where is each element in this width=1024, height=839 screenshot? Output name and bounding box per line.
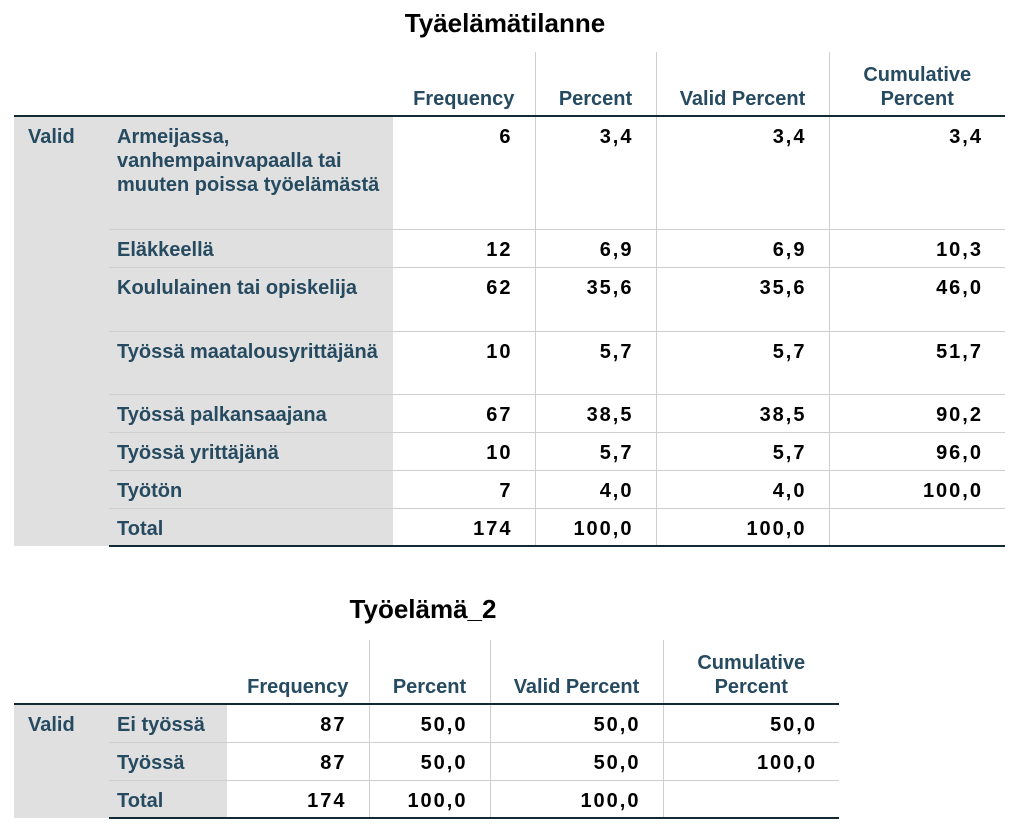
column-header-valid-percent: Valid Percent xyxy=(656,52,829,116)
cell-cumulative-percent: 10,3 xyxy=(829,229,1005,267)
cell-percent: 50,0 xyxy=(369,742,490,780)
cell-cumulative-percent: 50,0 xyxy=(663,704,839,742)
cell-valid-percent: 6,9 xyxy=(656,229,829,267)
row-label: Armeijassa, vanhempainvapaalla tai muuten poissa työelämästä xyxy=(109,116,393,229)
row-label: Työssä xyxy=(109,742,227,780)
cell-percent: 5,7 xyxy=(535,432,656,470)
cell-valid-percent: 100,0 xyxy=(490,780,663,818)
column-header-frequency: Frequency xyxy=(393,52,535,116)
cell-cumulative-percent xyxy=(829,508,1005,546)
table-title: Tyäelämätilanne xyxy=(404,8,606,38)
cell-percent: 38,5 xyxy=(535,394,656,432)
row-label-total: Total xyxy=(109,780,227,818)
cell-cumulative-percent: 51,7 xyxy=(829,331,1005,394)
cell-frequency: 62 xyxy=(393,267,535,331)
cell-valid-percent: 3,4 xyxy=(656,116,829,229)
cell-valid-percent: 100,0 xyxy=(656,508,829,546)
cell-valid-percent: 5,7 xyxy=(656,331,829,394)
frequency-table-tyoelama-2 xyxy=(14,640,839,819)
cell-valid-percent: 50,0 xyxy=(490,704,663,742)
cell-percent: 6,9 xyxy=(535,229,656,267)
cell-percent: 4,0 xyxy=(535,470,656,508)
cell-cumulative-percent: 46,0 xyxy=(829,267,1005,331)
cell-cumulative-percent: 96,0 xyxy=(829,432,1005,470)
cell-frequency: 10 xyxy=(393,432,535,470)
row-label: Työtön xyxy=(109,470,393,508)
frequency-table-tyaelamatilanne xyxy=(14,52,1005,547)
header-blank xyxy=(109,52,393,116)
cell-frequency: 87 xyxy=(227,704,369,742)
cell-cumulative-percent: 100,0 xyxy=(663,742,839,780)
row-label: Eläkkeellä xyxy=(109,229,393,267)
cell-frequency: 12 xyxy=(393,229,535,267)
column-header-percent: Percent xyxy=(369,640,490,704)
cell-cumulative-percent: 3,4 xyxy=(829,116,1005,229)
header-blank xyxy=(109,640,227,704)
cell-cumulative-percent xyxy=(663,780,839,818)
cell-frequency: 10 xyxy=(393,331,535,394)
table-title: Työelämä_2 xyxy=(349,594,497,624)
column-header-frequency: Frequency xyxy=(227,640,369,704)
cell-cumulative-percent: 90,2 xyxy=(829,394,1005,432)
header-blank xyxy=(14,640,109,704)
cell-frequency: 7 xyxy=(393,470,535,508)
column-header-percent: Percent xyxy=(535,52,656,116)
cell-valid-percent: 50,0 xyxy=(490,742,663,780)
column-header-cumulative-percent: Cumulative Percent xyxy=(829,52,1005,116)
row-label: Työssä yrittäjänä xyxy=(109,432,393,470)
row-group-label: Valid xyxy=(14,704,109,818)
cell-cumulative-percent: 100,0 xyxy=(829,470,1005,508)
cell-percent: 3,4 xyxy=(535,116,656,229)
column-header-valid-percent: Valid Percent xyxy=(490,640,663,704)
cell-frequency: 174 xyxy=(227,780,369,818)
row-label: Ei työssä xyxy=(109,704,227,742)
cell-percent: 5,7 xyxy=(535,331,656,394)
cell-percent: 100,0 xyxy=(369,780,490,818)
cell-percent: 50,0 xyxy=(369,704,490,742)
row-group-label: Valid xyxy=(14,116,109,546)
cell-frequency: 67 xyxy=(393,394,535,432)
cell-valid-percent: 35,6 xyxy=(656,267,829,331)
row-label: Koululainen tai opiskelija xyxy=(109,267,393,331)
cell-valid-percent: 4,0 xyxy=(656,470,829,508)
cell-valid-percent: 5,7 xyxy=(656,432,829,470)
cell-frequency: 174 xyxy=(393,508,535,546)
cell-frequency: 87 xyxy=(227,742,369,780)
row-label-total: Total xyxy=(109,508,393,546)
header-blank xyxy=(14,52,109,116)
cell-valid-percent: 38,5 xyxy=(656,394,829,432)
cell-frequency: 6 xyxy=(393,116,535,229)
row-label: Työssä palkansaajana xyxy=(109,394,393,432)
cell-percent: 35,6 xyxy=(535,267,656,331)
cell-percent: 100,0 xyxy=(535,508,656,546)
row-label: Työssä maatalousyrittäjänä xyxy=(109,331,393,394)
column-header-cumulative-percent: Cumulative Percent xyxy=(663,640,839,704)
